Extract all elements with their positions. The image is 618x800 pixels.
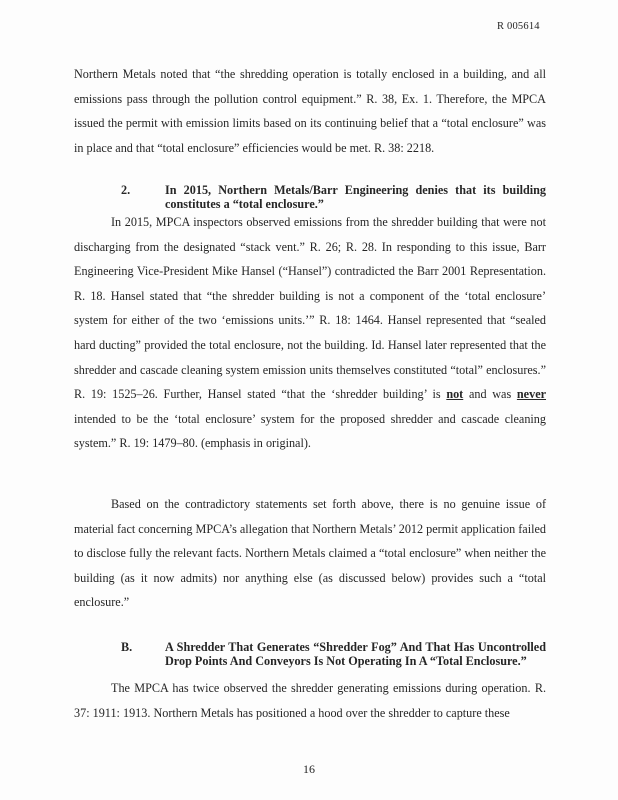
bates-number: R 005614: [497, 21, 540, 32]
page-number: 16: [303, 762, 315, 776]
paragraph-contradictory-statements: Based on the contradictory statements set forth above, there is no genuine issue of material fact concerning MPCA’s allegation that Northern Metals’ 2012 permit application failed to disclose fully the relevant facts. Northern Metals claimed a “total enclosure” when neither the building (as it now admits) nor anything else (as discussed below) provides such a “total enclosure.”: [74, 497, 546, 610]
heading-section-2-number: 2.: [121, 183, 131, 197]
emphasis-not: not: [446, 387, 464, 402]
heading-section-b-number: B.: [121, 640, 133, 654]
paragraph-hansel-text: In 2015, MPCA inspectors observed emissions from the shredder building that were not discharging from the designated “stack vent.” R. 26; R. 28. In responding to this issue, Barr Engineering Vice-President Mike Hansel (“Hansel”) contradicted the Barr 2001 Representation. R. 18. Hansel stated that “the shredder building is not a component of the ‘total enclosure’ system for either of the two ‘emissions units.’” R. 18: 1464. Hansel represented that “sealed hard ducting” provided the total enclosure, not the building. Id. Hansel later represented that the shredder and cascade cleaning system emission units themselves constituted “total” enclosures.” R. 19: 1525–26. Further, Hansel stated “that the ‘shredder building’ is: [74, 215, 546, 402]
heading-section-b: [121, 640, 546, 668]
paragraph-hansel-end: intended to be the ‘total enclosure’ system for the proposed shredder and cascade cleaning system.” R. 19: 1479–80. (emphasis in original).: [74, 411, 546, 451]
paragraph-hansel-statements: [74, 210, 546, 456]
heading-section-b-text: A Shredder That Generates “Shredder Fog” And That Has Uncontrolled Drop Points And Conveyors Is Not Operating In A “Total Enclosure.”: [165, 640, 546, 668]
paragraph-mpca-observed: The MPCA has twice observed the shredder generating emissions during operation. R. 37: 1911: 1913. Northern Metals has positioned a hood over the shredder to capture these: [74, 681, 546, 720]
heading-section-2: [121, 183, 546, 211]
emphasis-never: never: [516, 387, 547, 402]
paragraph-northern-metals-noted: Northern Metals noted that “the shredding operation is totally enclosed in a building, and all emissions pass through the pollution control equipment.” R. 38, Ex. 1. Therefore, the MPCA issued the permit with emission limits based on its continuing belief that a “total enclosure” was in place and that “total enclosure” efficiencies would be met. R. 38: 2218.: [74, 67, 546, 155]
paragraph-hansel-mid: and was: [468, 387, 512, 402]
heading-section-2-text: In 2015, Northern Metals/Barr Engineering denies that its building constitutes a “total enclosure.”: [165, 183, 546, 211]
